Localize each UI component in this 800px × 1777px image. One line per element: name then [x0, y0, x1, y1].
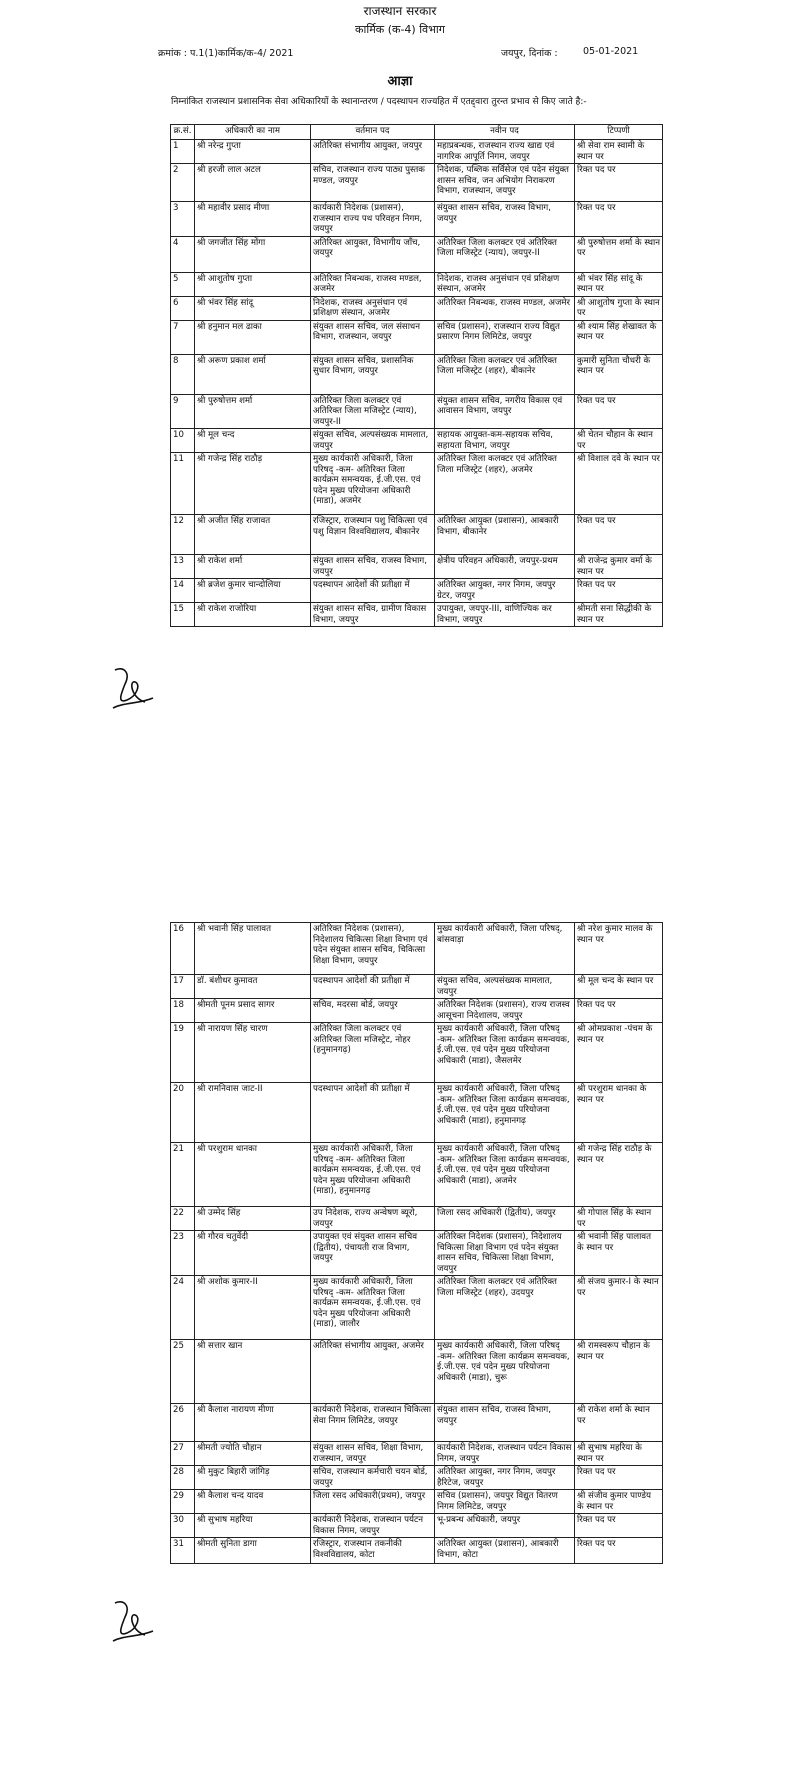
table-row	[171, 1083, 663, 1143]
cell-new-post: अतिरिक्त आयुक्त (प्रशासन), आबकारी विभाग, बीकानेर	[435, 515, 575, 555]
cell-remark: श्रीमती सना सिद्धीकी के स्थान पर	[575, 603, 663, 627]
cell-name: श्री अजीत सिंह राजावत	[195, 515, 311, 555]
cell-remark: रिक्त पद पर	[575, 1538, 663, 1564]
cell-current-post: संयुक्त शासन सचिव, शिक्षा विभाग, राजस्थान, जयपुर	[311, 1442, 435, 1466]
cell-sno: 29	[171, 1490, 195, 1514]
cell-new-post: उपायुक्त, जयपुर-III, वाणिज्यिक कर विभाग, जयपुर	[435, 603, 575, 627]
place-label: जयपुर, दिनांक :	[501, 48, 558, 59]
col-header-remark: टिप्पणी	[575, 125, 663, 140]
cell-current-post: अतिरिक्त निदेशक (प्रशासन), निदेशालय चिकित्सा शिक्षा विभाग एवं पदेन संयुक्त शासन सचिव, चिकित्सा शिक्षा विभाग, जयपुर	[311, 923, 435, 975]
cell-sno: 23	[171, 1231, 195, 1276]
cell-sno: 9	[171, 394, 195, 429]
cell-new-post: मुख्य कार्यकारी अधिकारी, जिला परिषद् -कम- अतिरिक्त जिला कार्यक्रम समन्वयक, ई.जी.एस. एवं पदेन मुख्य परियोजना अधिकारी (माडा), अजमेर	[435, 1143, 575, 1207]
cell-name: श्रीमती पूनम प्रसाद सागर	[195, 999, 311, 1023]
cell-name: श्री हरजी लाल अटल	[195, 164, 311, 202]
cell-name: श्री कैलाश नारायण मीणा	[195, 1404, 311, 1442]
cell-remark: श्री सेवा राम स्वामी के स्थान पर	[575, 140, 663, 164]
cell-name: श्री सत्तार खान	[195, 1340, 311, 1404]
table-row	[171, 236, 663, 272]
cell-remark: श्री आशुतोष गुप्ता के स्थान पर	[575, 296, 663, 320]
cell-current-post: सचिव, मदरसा बोर्ड, जयपुर	[311, 999, 435, 1023]
table-row	[171, 1340, 663, 1404]
table-row	[171, 453, 663, 515]
cell-name: श्री आशुतोष गुप्ता	[195, 272, 311, 296]
cell-current-post: पदस्थापन आदेशों की प्रतीक्षा में	[311, 975, 435, 999]
cell-new-post: अतिरिक्त जिला कलक्टर एवं अतिरिक्त जिला मजिस्ट्रेट (शहर), उदयपुर	[435, 1276, 575, 1340]
col-header-new-post: नवीन पद	[435, 125, 575, 140]
cell-name: श्री पुरुषोत्तम शर्मा	[195, 394, 311, 429]
cell-sno: 17	[171, 975, 195, 999]
page-gap	[0, 845, 800, 867]
cell-new-post: अतिरिक्त आयुक्त (प्रशासन), आबकारी विभाग, कोटा	[435, 1538, 575, 1564]
cell-sno: 12	[171, 515, 195, 555]
cell-new-post: अतिरिक्त जिला कलक्टर एवं अतिरिक्त जिला मजिस्ट्रेट (न्याय), जयपुर-II	[435, 236, 575, 272]
cell-current-post: मुख्य कार्यकारी अधिकारी, जिला परिषद् -कम- अतिरिक्त जिला कार्यक्रम समन्वयक, ई.जी.एस. एवं पदेन मुख्य परियोजना अधिकारी (माडा), जालौर	[311, 1276, 435, 1340]
col-header-sno: क्र.सं.	[171, 125, 195, 140]
cell-new-post: अतिरिक्त आयुक्त, नगर निगम, जयपुर ग्रेटर, जयपुर	[435, 579, 575, 603]
cell-remark: रिक्त पद पर	[575, 1514, 663, 1538]
cell-current-post: रजिस्ट्रार, राजस्थान तकनीकी विश्वविद्यालय, कोटा	[311, 1538, 435, 1564]
cell-current-post: मुख्य कार्यकारी अधिकारी, जिला परिषद् -कम- अतिरिक्त जिला कार्यक्रम समन्वयक, ई.जी.एस. एवं पदेन मुख्य परियोजना अधिकारी (माडा), हनुमानगढ़	[311, 1143, 435, 1207]
cell-current-post: सचिव, राजस्थान राज्य पाठ्य पुस्तक मण्डल, जयपुर	[311, 164, 435, 202]
department-heading: कार्मिक (क-4) विभाग	[355, 23, 445, 36]
cell-sno: 5	[171, 272, 195, 296]
cell-new-post: जिला रसद अधिकारी (द्वितीय), जयपुर	[435, 1207, 575, 1231]
cell-sno: 11	[171, 453, 195, 515]
signature-initials-2	[111, 1597, 155, 1653]
cell-sno: 13	[171, 555, 195, 579]
table-row	[171, 164, 663, 202]
cell-remark: श्री पुरुषोत्तम शर्मा के स्थान पर	[575, 236, 663, 272]
cell-name: श्री गौरव चतुर्वेदी	[195, 1231, 311, 1276]
cell-sno: 16	[171, 923, 195, 975]
cell-name: श्री हनुमान मल ढाका	[195, 320, 311, 354]
cell-name: श्री जगजीत सिंह मोंगा	[195, 236, 311, 272]
cell-sno: 1	[171, 140, 195, 164]
cell-remark: श्री राकेश शर्मा के स्थान पर	[575, 1404, 663, 1442]
government-heading: राजस्थान सरकार	[363, 4, 437, 18]
table-row	[171, 140, 663, 164]
cell-new-post: सचिव (प्रशासन), राजस्थान राज्य विद्युत प्रसारण निगम लिमिटेड, जयपुर	[435, 320, 575, 354]
cell-remark: कुमारी सुनिता चौधरी के स्थान पर	[575, 354, 663, 394]
document-page-2	[111, 867, 689, 1766]
cell-remark: श्री भवानी सिंह पालावत के स्थान पर	[575, 1231, 663, 1276]
cell-remark: श्री सुभाष महरिया के स्थान पर	[575, 1442, 663, 1466]
reference-number: क्रमांक : प.1(1)कार्मिक/क-4/ 2021	[158, 48, 294, 59]
table-row	[171, 429, 663, 453]
cell-current-post: अतिरिक्त संभागीय आयुक्त, अजमेर	[311, 1340, 435, 1404]
cell-new-post: संयुक्त शासन सचिव, नगरीय विकास एवं आवासन विभाग, जयपुर	[435, 394, 575, 429]
col-header-current-post: वर्तमान पद	[311, 125, 435, 140]
cell-new-post: कार्यकारी निदेशक, राजस्थान पर्यटन विकास निगम, जयपुर	[435, 1442, 575, 1466]
col-header-name: अधिकारी का नाम	[195, 125, 311, 140]
cell-name: श्री कैलाश चन्द यादव	[195, 1490, 311, 1514]
cell-new-post: संयुक्त सचिव, अल्पसंख्यक मामलात, जयपुर	[435, 975, 575, 999]
table-row	[171, 394, 663, 429]
cell-current-post: संयुक्त शासन सचिव, ग्रामीण विकास विभाग, जयपुर	[311, 603, 435, 627]
cell-current-post: निदेशक, राजस्व अनुसंधान एवं प्रशिक्षण संस्थान, अजमेर	[311, 296, 435, 320]
cell-remark: श्री मूल चन्द के स्थान पर	[575, 975, 663, 999]
cell-sno: 4	[171, 236, 195, 272]
cell-current-post: उप निदेशक, राज्य अन्वेषण ब्यूरो, जयपुर	[311, 1207, 435, 1231]
cell-sno: 28	[171, 1466, 195, 1490]
cell-name: श्री गजेन्द्र सिंह राठौड़	[195, 453, 311, 515]
cell-new-post: निदेशक, राजस्व अनुसंधान एवं प्रशिक्षण संस्थान, अजमेर	[435, 272, 575, 296]
cell-remark: श्री राजेन्द्र कुमार वर्मा के स्थान पर	[575, 555, 663, 579]
cell-sno: 25	[171, 1340, 195, 1404]
cell-new-post: अतिरिक्त निदेशक (प्रशासन), निदेशालय चिकित्सा शिक्षा विभाग एवं पदेन संयुक्त शासन सचिव, चिकित्सा शिक्षा विभाग, जयपुर	[435, 1231, 575, 1276]
cell-sno: 7	[171, 320, 195, 354]
cell-sno: 14	[171, 579, 195, 603]
table-row	[171, 1276, 663, 1340]
cell-name: श्री परशुराम धानका	[195, 1143, 311, 1207]
table-row	[171, 1490, 663, 1514]
table-row	[171, 1442, 663, 1466]
cell-sno: 20	[171, 1083, 195, 1143]
cell-remark: श्री ओमप्रकाश -पंचम के स्थान पर	[575, 1023, 663, 1083]
table-row	[171, 999, 663, 1023]
cell-new-post: महाप्रबन्धक, राजस्थान राज्य खाद्य एवं नागरिक आपूर्ति निगम, जयपुर	[435, 140, 575, 164]
cell-remark: रिक्त पद पर	[575, 515, 663, 555]
cell-current-post: कार्यकारी निदेशक (प्रशासन), राजस्थान राज्य पथ परिवहन निगम, जयपुर	[311, 202, 435, 237]
cell-name: श्री भंवर सिंह सांदू	[195, 296, 311, 320]
cell-current-post: कार्यकारी निदेशक, राजस्थान चिकित्सा सेवा निगम लिमिटेड, जयपुर	[311, 1404, 435, 1442]
cell-new-post: मुख्य कार्यकारी अधिकारी, जिला परिषद्, बांसवाड़ा	[435, 923, 575, 975]
cell-new-post: मुख्य कार्यकारी अधिकारी, जिला परिषद् -कम- अतिरिक्त जिला कार्यक्रम समन्वयक, ई.जी.एस. एवं पदेन मुख्य परियोजना अधिकारी (माडा), जैसलमेर	[435, 1023, 575, 1083]
cell-name: श्री रामनिवास जाट-II	[195, 1083, 311, 1143]
cell-new-post: क्षेत्रीय परिवहन अधिकारी, जयपुर-प्रथम	[435, 555, 575, 579]
cell-sno: 6	[171, 296, 195, 320]
document-page-1	[111, 0, 689, 845]
cell-remark: श्री चेतन चौहान के स्थान पर	[575, 429, 663, 453]
cell-current-post: अतिरिक्त निबन्धक, राजस्व मण्डल, अजमेर	[311, 272, 435, 296]
signature-initials-1	[111, 664, 155, 720]
cell-name: डॉ. बंशीधर कुमावत	[195, 975, 311, 999]
table-row	[171, 1466, 663, 1490]
cell-current-post: पदस्थापन आदेशों की प्रतीक्षा में	[311, 579, 435, 603]
cell-current-post: कार्यकारी निदेशक, राजस्थान पर्यटन विकास निगम, जयपुर	[311, 1514, 435, 1538]
cell-name: श्री उम्मेद सिंह	[195, 1207, 311, 1231]
cell-sno: 30	[171, 1514, 195, 1538]
cell-current-post: मुख्य कार्यकारी अधिकारी, जिला परिषद् -कम- अतिरिक्त जिला कार्यक्रम समन्वयक, ई.जी.एस. एवं पदेन मुख्य परियोजना अधिकारी (माडा), अजमेर	[311, 453, 435, 515]
table-row	[171, 1514, 663, 1538]
cell-remark: श्री संजय कुमार-I के स्थान पर	[575, 1276, 663, 1340]
cell-sno: 24	[171, 1276, 195, 1340]
cell-name: श्री मुकुट बिहारी जांगिड़	[195, 1466, 311, 1490]
cell-name: श्री मूल चन्द	[195, 429, 311, 453]
order-date: 05-01-2021	[583, 46, 639, 57]
cell-sno: 15	[171, 603, 195, 627]
cell-name: श्री भवानी सिंह पालावत	[195, 923, 311, 975]
cell-current-post: अतिरिक्त संभागीय आयुक्त, जयपुर	[311, 140, 435, 164]
cell-current-post: सचिव, राजस्थान कर्मचारी चयन बोर्ड, जयपुर	[311, 1466, 435, 1490]
cell-current-post: अतिरिक्त जिला कलक्टर एवं अतिरिक्त जिला मजिस्ट्रेट, नोहर (हनुमानगढ़)	[311, 1023, 435, 1083]
cell-name: श्री सुभाष महरिया	[195, 1514, 311, 1538]
table-row	[171, 202, 663, 237]
cell-current-post: पदस्थापन आदेशों की प्रतीक्षा में	[311, 1083, 435, 1143]
cell-name: श्री ब्रजेश कुमार चान्दोलिया	[195, 579, 311, 603]
cell-sno: 22	[171, 1207, 195, 1231]
cell-name: श्री राकेश राजोरिया	[195, 603, 311, 627]
cell-current-post: रजिस्ट्रार, राजस्थान पशु चिकित्सा एवं पशु विज्ञान विश्वविद्यालय, बीकानेर	[311, 515, 435, 555]
cell-new-post: अतिरिक्त जिला कलक्टर एवं अतिरिक्त जिला मजिस्ट्रेट (शहर), बीकानेर	[435, 354, 575, 394]
cell-remark: श्री श्याम सिंह शेखावत के स्थान पर	[575, 320, 663, 354]
cell-remark: श्री रामस्वरूप चौहान के स्थान पर	[575, 1340, 663, 1404]
cell-remark: श्री गजेन्द्र सिंह राठौड़ के स्थान पर	[575, 1143, 663, 1207]
table-row	[171, 1207, 663, 1231]
cell-new-post: भू-प्रबन्ध अधिकारी, जयपुर	[435, 1514, 575, 1538]
table-row	[171, 923, 663, 975]
cell-new-post: सहायक आयुक्त-कम-सहायक सचिव, सहायता विभाग, जयपुर	[435, 429, 575, 453]
table-header-row	[171, 125, 663, 140]
cell-remark: श्री विशाल दवे के स्थान पर	[575, 453, 663, 515]
order-title: आज्ञा	[387, 74, 413, 89]
table-row	[171, 1404, 663, 1442]
cell-new-post: मुख्य कार्यकारी अधिकारी, जिला परिषद् -कम- अतिरिक्त जिला कार्यक्रम समन्वयक, ई.जी.एस. एवं पदेन मुख्य परियोजना अधिकारी (माडा), हनुमानगढ़	[435, 1083, 575, 1143]
cell-remark: रिक्त पद पर	[575, 1466, 663, 1490]
cell-name: श्रीमती सुनिता डागा	[195, 1538, 311, 1564]
cell-name: श्री नरेन्द्र गुप्ता	[195, 140, 311, 164]
cell-new-post: संयुक्त शासन सचिव, राजस्व विभाग, जयपुर	[435, 202, 575, 237]
cell-new-post: मुख्य कार्यकारी अधिकारी, जिला परिषद् -कम- अतिरिक्त जिला कार्यक्रम समन्वयक, ई.जी.एस. एवं पदेन मुख्य परियोजना अधिकारी (माडा), चुरू	[435, 1340, 575, 1404]
cell-new-post: सचिव (प्रशासन), जयपुर विद्युत वितरण निगम लिमिटेड, जयपुर	[435, 1490, 575, 1514]
cell-sno: 8	[171, 354, 195, 394]
cell-remark: रिक्त पद पर	[575, 999, 663, 1023]
table-row	[171, 272, 663, 296]
table-row	[171, 296, 663, 320]
cell-sno: 26	[171, 1404, 195, 1442]
cell-new-post: अतिरिक्त जिला कलक्टर एवं अतिरिक्त जिला मजिस्ट्रेट (शहर), अजमेर	[435, 453, 575, 515]
cell-remark: रिक्त पद पर	[575, 579, 663, 603]
cell-name: श्री राकेश शर्मा	[195, 555, 311, 579]
cell-name: श्री अशोक कुमार-II	[195, 1276, 311, 1340]
cell-remark: श्री भंवर सिंह सांदू के स्थान पर	[575, 272, 663, 296]
cell-name: श्री महावीर प्रसाद मीणा	[195, 202, 311, 237]
table-row	[171, 1538, 663, 1564]
cell-sno: 27	[171, 1442, 195, 1466]
cell-current-post: अतिरिक्त जिला कलक्टर एवं अतिरिक्त जिला मजिस्ट्रेट (न्याय), जयपुर-II	[311, 394, 435, 429]
table-row	[171, 1231, 663, 1276]
cell-sno: 18	[171, 999, 195, 1023]
cell-new-post: निदेशक, पब्लिक सर्विसेज एवं पदेन संयुक्त शासन सचिव, जन अभियोग निराकरण विभाग, राजस्थान, जयपुर	[435, 164, 575, 202]
table-row	[171, 515, 663, 555]
cell-current-post: संयुक्त शासन सचिव, राजस्व विभाग, जयपुर	[311, 555, 435, 579]
cell-remark: श्री संजीव कुमार पाण्डेय के स्थान पर	[575, 1490, 663, 1514]
order-intro: निम्नांकित राजस्थान प्रशासनिक सेवा अधिकारियों के स्थानान्तरण / पदस्थापन राज्यहित में एतद्द्वारा तुरन्त प्रभाव से किए जाते है:-	[171, 97, 587, 107]
cell-sno: 3	[171, 202, 195, 237]
cell-remark: रिक्त पद पर	[575, 394, 663, 429]
cell-current-post: उपायुक्त एवं संयुक्त शासन सचिव (द्वितीय), पंचायती राज विभाग, जयपुर	[311, 1231, 435, 1276]
cell-name: श्रीमती ज्योति चौहान	[195, 1442, 311, 1466]
cell-new-post: अतिरिक्त आयुक्त, नगर निगम, जयपुर हैरिटेज, जयपुर	[435, 1466, 575, 1490]
cell-sno: 10	[171, 429, 195, 453]
transfer-table-page-2	[170, 922, 663, 1564]
cell-current-post: जिला रसद अधिकारी(प्रथम), जयपुर	[311, 1490, 435, 1514]
transfer-table-page-1	[170, 124, 663, 627]
table-row	[171, 320, 663, 354]
cell-remark: रिक्त पद पर	[575, 202, 663, 237]
table-row	[171, 975, 663, 999]
cell-remark: श्री परशुराम धानका के स्थान पर	[575, 1083, 663, 1143]
table-row	[171, 354, 663, 394]
cell-current-post: संयुक्त शासन सचिव, प्रशासनिक सुधार विभाग, जयपुर	[311, 354, 435, 394]
cell-sno: 31	[171, 1538, 195, 1564]
cell-remark: रिक्त पद पर	[575, 164, 663, 202]
table-row	[171, 1143, 663, 1207]
table-row	[171, 1023, 663, 1083]
cell-sno: 2	[171, 164, 195, 202]
cell-current-post: संयुक्त शासन सचिव, जल संसाधन विभाग, राजस्थान, जयपुर	[311, 320, 435, 354]
table-row	[171, 555, 663, 579]
cell-sno: 19	[171, 1023, 195, 1083]
cell-new-post: अतिरिक्त निदेशक (प्रशासन), राज्य राजस्व आसूचना निदेशालय, जयपुर	[435, 999, 575, 1023]
cell-current-post: अतिरिक्त आयुक्त, विभागीय जाँच, जयपुर	[311, 236, 435, 272]
table-row	[171, 603, 663, 627]
cell-new-post: संयुक्त शासन सचिव, राजस्व विभाग, जयपुर	[435, 1404, 575, 1442]
cell-remark: श्री नरेश कुमार मालव के स्थान पर	[575, 923, 663, 975]
table-row	[171, 579, 663, 603]
cell-name: श्री नारायण सिंह चारण	[195, 1023, 311, 1083]
cell-remark: श्री गोपाल सिंह के स्थान पर	[575, 1207, 663, 1231]
cell-current-post: संयुक्त सचिव, अल्पसंख्यक मामलात, जयपुर	[311, 429, 435, 453]
cell-sno: 21	[171, 1143, 195, 1207]
cell-name: श्री अरूण प्रकाश शर्मा	[195, 354, 311, 394]
cell-new-post: अतिरिक्त निबन्धक, राजस्व मण्डल, अजमेर	[435, 296, 575, 320]
